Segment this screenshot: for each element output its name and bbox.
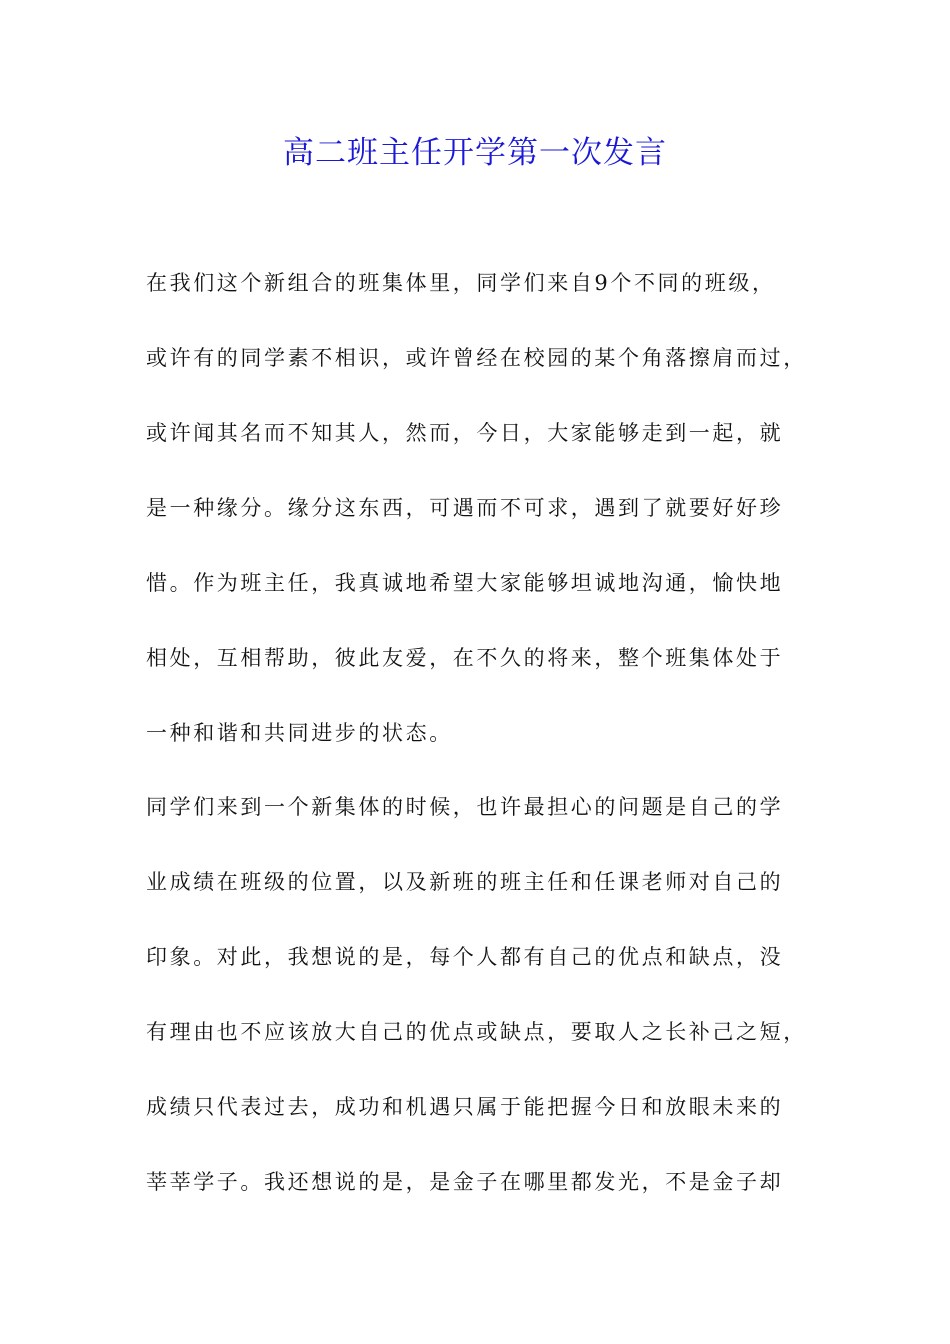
paragraph-line: 是一种缘分。缘分这东西，可遇而不可求，遇到了就要好好珍 bbox=[146, 496, 784, 520]
paragraph-line: 在我们这个新组合的班集体里，同学们来自9个不同的班级， bbox=[146, 271, 776, 295]
paragraph-line: 成绩只代表过去，成功和机遇只属于能把握今日和放眼未来的 bbox=[146, 1095, 784, 1119]
paragraph-line: 同学们来到一个新集体的时候，也许最担心的问题是自己的学 bbox=[146, 795, 784, 819]
paragraph-line: 一种和谐和共同进步的状态。 bbox=[146, 721, 453, 745]
paragraph-line: 惜。作为班主任，我真诚地希望大家能够坦诚地沟通，愉快地 bbox=[146, 571, 784, 595]
paragraph-line: 有理由也不应该放大自己的优点或缺点，要取人之长补己之短， bbox=[146, 1020, 807, 1044]
paragraph-line: 或许有的同学素不相识，或许曾经在校园的某个角落擦肩而过， bbox=[146, 346, 807, 370]
paragraph-line: 莘莘学子。我还想说的是，是金子在哪里都发光，不是金子却 bbox=[146, 1170, 784, 1194]
paragraph-line: 或许闻其名而不知其人，然而，今日，大家能够走到一起，就 bbox=[146, 421, 784, 445]
paragraph-line: 印象。对此，我想说的是，每个人都有自己的优点和缺点，没 bbox=[146, 945, 784, 969]
paragraph-line: 业成绩在班级的位置，以及新班的班主任和任课老师对自己的 bbox=[146, 870, 784, 894]
document-title: 高二班主任开学第一次发言 bbox=[283, 135, 667, 171]
paragraph-line: 相处，互相帮助，彼此友爱，在不久的将来，整个班集体处于 bbox=[146, 646, 784, 670]
